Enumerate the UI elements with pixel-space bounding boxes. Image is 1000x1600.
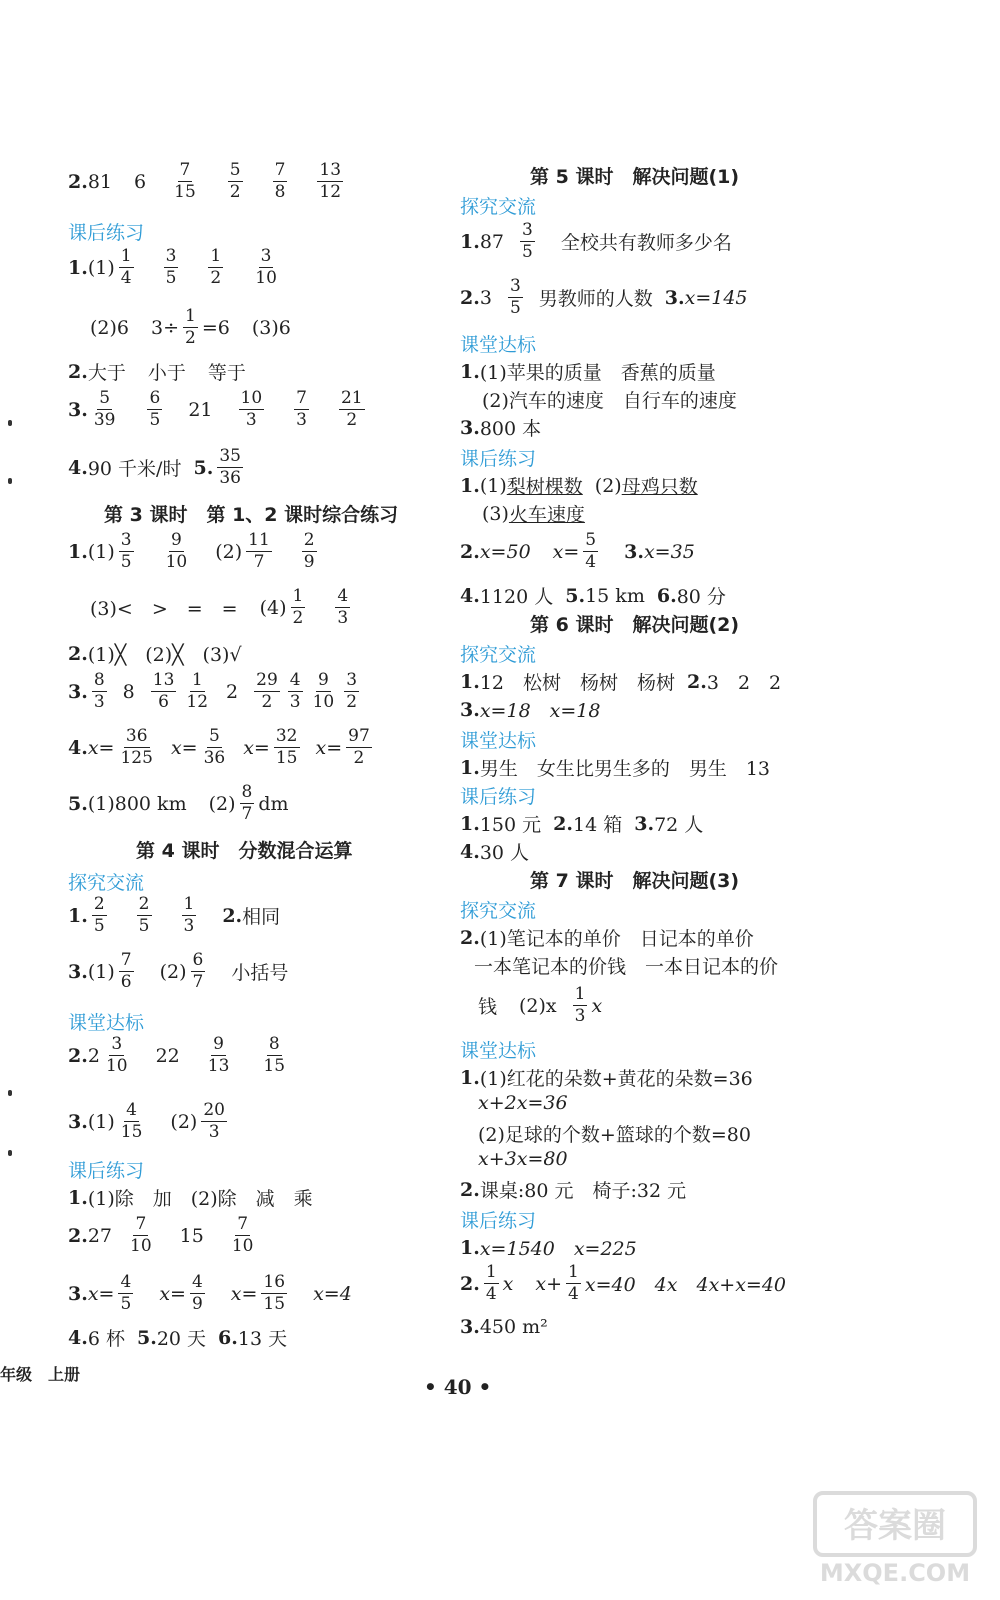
answer-line [68,160,347,203]
fraction: $\frac{3}{10}$ [255,246,277,288]
fraction: $\frac{1}{2}$ [210,246,222,288]
answer-line: 2. (1)笔记本的单价 日记本的单价 [460,926,754,950]
fraction: $\frac{8}{15}$ [263,1034,286,1076]
section-heading: 课堂达标 [460,334,537,356]
item-number: 2. [68,170,88,193]
fraction: $\frac{1}{3}$ [574,984,586,1026]
answer-line: 4. x= $\frac{36}{125}$ x= $\frac{5}{36}$ x= $\frac{32}{15}$ x= $\frac{97}{2}$ [68,726,370,768]
fraction: $\frac{1}{4}$ [485,1262,497,1304]
fraction: $\frac{1}{4}$ [568,1262,579,1304]
fraction: $\frac{3}{5}$ [120,530,132,572]
fraction: $\frac{6}{5}$ [149,388,161,430]
fraction: $\frac{10}{3}$ [240,388,263,430]
answer-line: 1. 150 元 2. 14 箱 3. 72 人 [460,812,704,836]
lesson-title: 第 7 课时 解决问题(3) [530,870,740,892]
fraction: $\frac{3}{2}$ [346,670,358,712]
fraction: $\frac{20}{3}$ [203,1100,225,1142]
fraction: $\frac{5}{36}$ [203,726,226,768]
answer-line: 3. 450 m² [460,1316,548,1338]
fraction: $\frac{9}{10}$ [165,530,188,572]
answer-line: 3. x=18 x=18 [460,698,601,722]
answer-line: 2. $\frac{1}{4}$ x x+ $\frac{1}{4}$ x=40 4x 4x+x=40 [460,1262,787,1304]
answer-line: 1. 87 $\frac{3}{5}$ 全校共有教师多少名 [460,220,732,262]
answer-line: 1. (1)除 加 (2)除 减 乘 [68,1186,313,1210]
fraction: $\frac{32}{15}$ [275,726,298,768]
watermark-logo [810,1485,980,1590]
answer-line: (2)6 3÷ $\frac{1}{2}$ =6 (3)6 [90,306,291,348]
answer-line: (3)< > = = (4) $\frac{1}{2}$ $\frac{4}{3}$ [90,586,349,628]
answer-line: 3. 800 本 [460,416,542,440]
section-heading: 课堂达标 [460,730,537,752]
fraction: $\frac{1}{2}$ [292,586,304,628]
fraction: $\frac{3}{5}$ [165,246,177,288]
answer-line: 1. x=1540 x=225 [460,1236,637,1260]
fraction: $\frac{4}{9}$ [191,1272,203,1314]
answer-line: 3. $\frac{5}{39}$ $\frac{6}{5}$ 21 $\frac{10}{3}$ $\frac{7}{3}$ $\frac{21}{2}$ [68,388,363,430]
fraction: $\frac{1}{3}$ [183,894,195,936]
fraction: $\frac{4}{15}$ [120,1100,143,1142]
lesson-title: 第 5 课时 解决问题(1) [530,166,740,188]
fraction: $\frac{9}{13}$ [207,1034,230,1076]
answer-line: (2)足球的个数+篮球的个数=80 [478,1124,751,1146]
fraction: $\frac{29}{2}$ [256,670,278,712]
answer-line: 2. 27 $\frac{7}{10}$ 15 $\frac{7}{10}$ [68,1214,254,1256]
fraction: $\frac{4}{3}$ [337,586,349,628]
section-heading: 课后练习 [460,448,537,470]
answer-line: x+2x=36 [478,1092,568,1114]
margin-mark [8,420,12,426]
lesson-title: 第 6 课时 解决问题(2) [530,614,740,636]
svg-text:答案圈: 答案圈 [844,1506,946,1546]
section-heading: 探究交流 [460,196,537,218]
margin-mark [8,1090,12,1096]
answer-line: 2. 2 $\frac{3}{10}$ 22 $\frac{9}{13}$ $\frac{8}{15}$ [68,1034,286,1076]
answer-line: 2. 3 $\frac{3}{5}$ 男教师的人数 3. x=145 [460,276,748,318]
section-heading: 课后练习 [460,1210,537,1232]
fraction: $\frac{11}{7}$ [248,530,270,572]
answer-line: 2. 大于 小于 等于 [68,360,246,384]
fraction: $\frac{3}{5}$ [522,220,533,262]
fraction: $\frac{13}{6}$ [152,670,175,712]
svg-text:MXQE.COM: MXQE.COM [819,1559,971,1587]
fraction: $\frac{21}{2}$ [340,388,363,430]
fraction: $\frac{1}{4}$ [120,246,132,288]
section-heading: 课后练习 [460,786,537,808]
fraction: $\frac{5}{39}$ [93,388,116,430]
lesson-title: 第 4 课时 分数混合运算 [136,840,353,862]
fraction: $\frac{3}{5}$ [509,276,521,318]
answer-line: (3) 火车速度 [482,502,585,526]
fraction: $\frac{36}{125}$ [120,726,153,768]
answer-line: 3. (1) $\frac{4}{15}$ (2) $\frac{20}{3}$ [68,1100,225,1142]
answer-line: 4. 1120 人 5. 15 km 6. 80 分 [460,584,726,608]
fraction: $\frac{4}{3}$ [289,670,301,712]
section-heading: 课后练习 [68,1160,145,1182]
fraction: $\frac{2}{9}$ [303,530,315,572]
section-heading: 探究交流 [68,872,145,894]
answer-line: 钱 (2)x $\frac{1}{3}$ x [478,984,603,1026]
answer-line: 1. (1) 梨树棵数 (2) 母鸡只数 [460,474,698,498]
answer-line: 1. (1) $\frac{3}{5}$ $\frac{9}{10}$ (2) $\frac{11}{7}$ $\frac{2}{9}$ [68,530,315,572]
answer-line: 2. 课桌:80 元 椅子:32 元 [460,1178,687,1202]
fraction: $\frac{4}{5}$ [120,1272,132,1314]
fraction: $\frac{1}{2}$ [185,306,196,348]
fraction: $\frac{9}{10}$ [312,670,335,712]
answer-line: (2)汽车的速度 自行车的速度 [482,390,737,412]
answer-text: 81 [87,170,113,193]
answer-line: 3. (1) $\frac{7}{6}$ (2) $\frac{6}{7}$ 小括号 [68,950,289,992]
fraction: $\frac{7}{10}$ [231,1214,254,1256]
fraction: $\frac{8}{7}$ [241,782,253,824]
answer-line: 1. (1)红花的朵数+黄花的朵数=36 [460,1066,753,1090]
fraction: $\frac{5}{4}$ [585,530,597,572]
section-heading: 探究交流 [460,644,537,666]
answer-line: 4. 30 人 [460,840,530,864]
answer-line: 1. 男生 女生比男生多的 男生 13 [460,756,771,780]
answer-line: 3. x= $\frac{4}{5}$ x= $\frac{4}{9}$ x= $\frac{16}{15}$ x=4 [68,1272,352,1314]
fraction: $\frac{13}{12}$ [319,160,342,202]
section-heading: 探究交流 [460,900,537,922]
fraction: $\frac{16}{15}$ [263,1272,286,1314]
answer-line: 5. (1)800 km (2) $\frac{8}{7}$ dm [68,782,289,824]
answer-line: 一本笔记本的价钱 一本日记本的价 [474,956,779,978]
margin-mark [8,478,12,484]
answer-line: 4. 90 千米/时 5. $\frac{35}{36}$ [68,446,241,488]
answer-line: 1. 12 松树 杨树 杨树 2. 3 2 2 [460,670,782,694]
fraction: $\frac{7}{3}$ [296,388,307,430]
lesson-title: 第 3 课时 第 1、2 课时综合练习 [104,504,399,526]
fraction: $\frac{6}{7}$ [192,950,204,992]
margin-mark [8,1150,12,1156]
fraction: $\frac{7}{8}$ [274,160,286,202]
section-heading: 课后练习 [68,222,145,244]
answer-line: 4. 6 杯 5. 20 天 6. 13 天 [68,1326,288,1350]
fraction: $\frac{5}{2}$ [229,160,241,202]
answer-line: 2. x=50 x= $\frac{5}{4}$ 3. x=35 [460,530,695,572]
section-heading: 课堂达标 [68,1012,145,1034]
answer-line: x+3x=80 [478,1148,568,1170]
answer-line: 1. $\frac{2}{5}$ $\frac{2}{5}$ $\frac{1}{3}$ 2. 相同 [68,894,281,936]
fraction: $\frac{2}{5}$ [93,894,105,936]
fraction: $\frac{35}{36}$ [219,446,241,488]
fraction: $\frac{2}{5}$ [138,894,150,936]
page-number: • 40 • [424,1375,492,1399]
answer-line: 1. (1)苹果的质量 香蕉的质量 [460,360,716,384]
answer-line: 1. (1) $\frac{1}{4}$ $\frac{3}{5}$ $\frac{1}{2}$ $\frac{3}{10}$ [68,246,277,288]
answer-text: 6 [134,170,147,193]
section-heading: 课堂达标 [460,1040,537,1062]
fraction: $\frac{97}{2}$ [348,726,370,768]
fraction: $\frac{8}{3}$ [93,670,105,712]
footer-grade-label: 年级 上册 [0,1365,81,1384]
fraction: $\frac{3}{10}$ [105,1034,128,1076]
answer-line: 3. $\frac{8}{3}$ 8 $\frac{13}{6}$ $\frac{1}{12}$ 2 $\frac{29}{2}$ $\frac{4}{3}$ $\frac{9}{10}$ $\frac{3}{2}$ [68,670,358,712]
fraction: $\frac{7}{6}$ [120,950,132,992]
fraction: $\frac{7}{10}$ [130,1214,152,1256]
fraction: $\frac{1}{12}$ [186,670,209,712]
fraction: $\frac{7}{15}$ [174,160,196,202]
answer-line: 2. (1)╳ (2)╳ (3)√ [68,642,242,666]
